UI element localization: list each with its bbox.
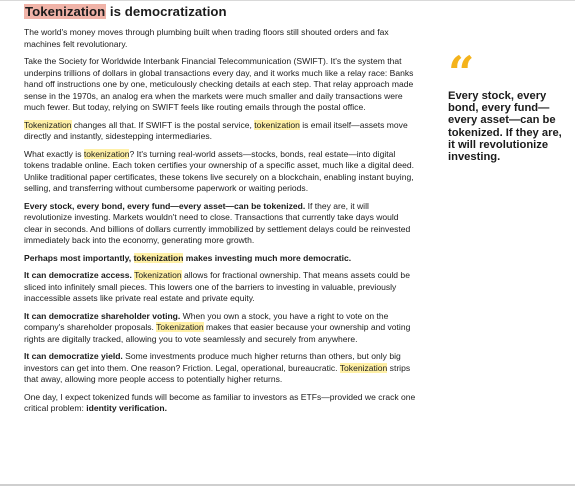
text-run: strips that away, allowing more people access to potentially higher returns.	[24, 362, 411, 384]
pull-quote	[448, 46, 566, 164]
highlight-term: Tokenization	[156, 322, 204, 332]
title-rest: is democratization	[106, 4, 227, 19]
text-run: makes that easier because your ownership and voting rights are digitally tracked, allowing you to vote seamlessly and securely from anywhere.	[24, 322, 411, 344]
paragraph-swift: Take the Society for Worldwide Interbank Financial Telecommunication (SWIFT). It's the system that underpins trillions of dollars in global transactions every day, and it works much like a relay race: Banks hand off instructions one by one, meticulously checking details at each step. That relay approach made sense in the 1970s, an analog era when the markets were much smaller and daily transactions were much fewer. But today, relying on SWIFT feels like routing emails through the postal office.	[24, 56, 414, 112]
text-run: makes investing much more democratic.	[183, 252, 352, 263]
text-run: If they are, it will revolutionize investing. Markets wouldn't need to close. Transactions that currently take days would clear in seconds. And billions of dollars currently immobilized by settlement delays could be reinvested immediately back into the economy, generating more growth.	[24, 200, 411, 245]
text-run: allows for fractional ownership. That means assets could be sliced into infinitely small pieces. This lowers one of the barriers to investing in valuable, previously inaccessible assets like private real estate and private equity.	[24, 270, 410, 303]
bold-term: identity verification.	[86, 403, 167, 413]
paragraph-access	[24, 270, 419, 305]
text-run: One day, I expect tokenized funds will become as familiar to investors as ETFs—provided we crack one critical problem:	[24, 391, 416, 413]
paragraph-identity	[24, 392, 419, 415]
bold-lead: It can democratize shareholder voting.	[24, 310, 181, 321]
paragraph-democratic	[24, 253, 419, 265]
text-run: Some investments produce much higher returns than others, but only big investors can get into them. One reason? Friction. Legal, operational, bureaucratic.	[24, 351, 401, 373]
paragraph-intro: The world's money moves through plumbing built when trading floors still shouted orders and fax machines felt revolutionary.	[24, 27, 389, 49]
bold-lead: It can democratize yield.	[24, 351, 123, 361]
paragraph-yield	[24, 351, 419, 386]
text-run: is email itself—assets move directly and instantly, sidestepping intermediaries.	[24, 119, 408, 141]
paragraph-tokenization-changes	[24, 120, 419, 143]
bold-lead: Every stock, every bond, every fund—every asset—can be tokenized.	[24, 200, 306, 211]
title-highlight: Tokenization	[25, 4, 106, 19]
text-run: Perhaps most importantly,	[24, 252, 134, 263]
highlight-term: tokenization	[254, 119, 300, 130]
highlight-term: tokenization	[133, 252, 184, 263]
text-run: What exactly is	[24, 148, 84, 159]
highlight-term: Tokenization	[134, 270, 182, 280]
pull-quote-text: Every stock, every bond, every fund—every asset—can be tokenized. If they are, it will revolutionize investing.	[448, 90, 562, 164]
text-run: changes all that. If SWIFT is the postal service,	[71, 119, 255, 130]
bold-lead: It can democratize access.	[24, 270, 132, 280]
highlight-term: Tokenization	[339, 362, 388, 373]
article-body	[24, 4, 419, 421]
paragraph-every-asset	[24, 201, 419, 247]
paragraph-voting	[24, 311, 419, 346]
page-top-divider	[0, 0, 575, 1]
text-run: When you own a stock, you have a right to vote on the company's shareholder proposals.	[24, 310, 389, 332]
page-bottom-divider	[0, 484, 575, 486]
text-run: ? It's turning real-world assets—stocks, bonds, real estate—into digital tokens tradable online. Each token certifies your ownership of a specific asset, much like a digital deed. Unlike traditional paper certificates, these tokens live securely on a blockchain, enabling instant buying, selling, and transferring without cumbersome paperwork or waiting periods.	[24, 148, 415, 193]
article-title	[24, 4, 419, 20]
highlight-term: tokenization	[83, 148, 130, 159]
quote-mark-icon: “	[448, 46, 475, 100]
paragraph-what-is-tokenization	[24, 149, 419, 195]
highlight-term: Tokenization	[24, 119, 72, 130]
